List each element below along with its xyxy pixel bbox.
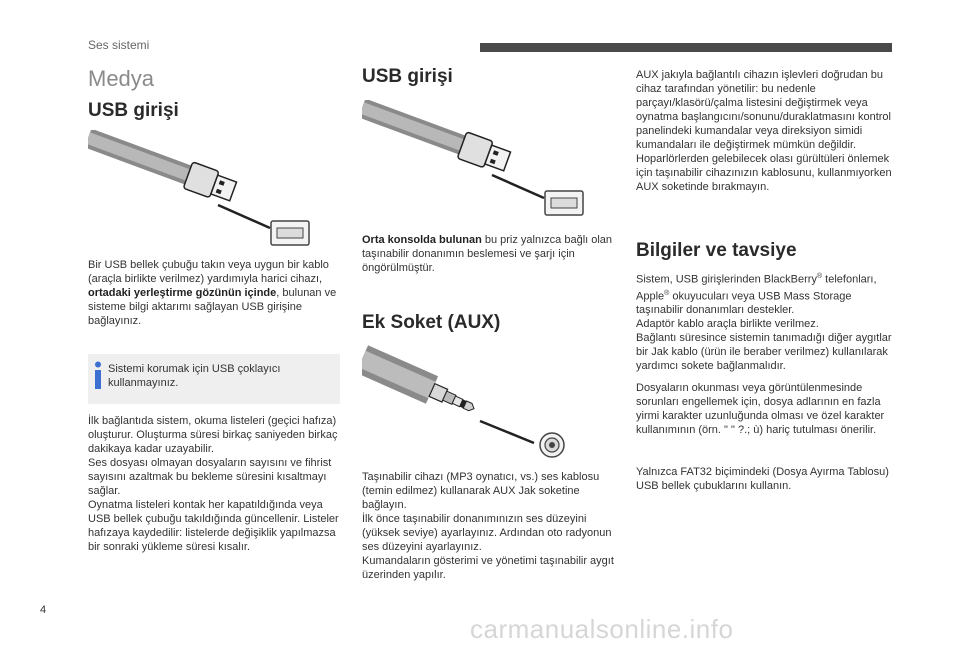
info-note-text: Sistemi korumak için USB çoklayıcı kullanmayınız. [108,363,281,389]
col1-p1-bold: ortadaki yerleştirme gözünün içinde [88,287,277,299]
info-icon [93,361,103,389]
col1-p1-text: Bir USB bellek çubuğu takın veya uygun bir kablo (araçla birlikte verilmez) yardımıyla harici cihazı, [88,259,329,285]
usb-plug-illustration-2 [362,100,587,220]
col2-heading-usb: USB girişi [362,66,453,87]
col3-p2-text-a: Sistem, USB girişlerinden BlackBerry [636,273,817,286]
col2-paragraph-2: Taşınabilir cihazı (MP3 oynatıcı, vs.) ses kablosu (temin edilmez) kullanarak AUX Jak soketine bağlayın. İlk önce taşınabilir donanımınızın ses düzeyini (yüksek seviye) ayarlayınız. Ardından oto radyonun ses düzeyini ayarlayınız. Kumandaların gösterimi ve yönetimi taşınabilir aygıt üzerinden yapılır. [362,471,614,581]
col3-paragraph-1: AUX jakıyla bağlantılı cihazın işlevleri doğrudan bu cihaz tarafından yönetilir: bu nedenle parçayı/klasörü/çalma listesini değiştirmek veya oynatma başlangıcını/sonunu/duraklatmasını kontrol panelindeki kumandalar veya direksiyon simidi kumandaları ile değiştirmek mümkün değildir. Hoparlörlerden gelebilecek olası gürültüleri önlemek için taşınabilir cihazınızın kablosunu, kullanmıyorken AUX soketinde bırakmayın. [636,69,892,193]
page-title: Medya [88,66,155,91]
col2-p1-bold: Orta konsolda bulunan [362,234,482,246]
watermark: carmanualsonline.info [470,614,734,644]
header-bar [480,43,892,52]
col2-heading-aux: Ek Soket (AUX) [362,312,501,333]
col1-paragraph-1 [88,258,340,328]
col2-p1-text: bu priz yalnızca bağlı olan taşınabilir donanımın beslemesi ve şarjı için öngörülmüştür. [362,234,613,274]
col3-p2-text-c: okuyucuları veya USB Mass Storage taşınabilir donanımları destekler. Adaptör kablo araçla birlikte verilmez. Bağlantı süresince sistemin tanımadığı diğer aygıtlar bir Jak kablo (ürün ile beraber verilmez) kullanılarak yardımcı sokete bağlanmalıdır. [636,290,892,373]
header-section-label: Ses sistemi [88,38,150,52]
col3-paragraph-2 [636,270,892,373]
col1-heading-usb: USB girişi [88,100,179,121]
col2-paragraph-1 [362,233,614,275]
col3-p2-text-b: telefonları, Apple [636,273,877,303]
usb-plug-illustration [88,130,313,250]
col1-p1-text-end: , bulunan ve sisteme bilgi aktarımı sağlayan USB girişine bağlayınız. [88,287,337,327]
page-number: 4 [40,604,47,616]
registered-mark: ® [664,289,670,297]
aux-jack-illustration [362,345,587,460]
col3-heading-tips: Bilgiler ve tavsiye [636,240,797,261]
info-note-box [88,354,340,404]
registered-mark: ® [816,273,823,280]
col3-paragraph-3: Dosyaların okunması veya görüntülenmesinde sorunları engellemek için, dosya adlarının en fazla yirmi karakter uzunluğunda olması ve özel karakter kullanımının (örn. " " ?.; ù) hariç tutulması önerilir. [636,382,885,436]
col1-paragraph-2: İlk bağlantıda sistem, okuma listeleri (geçici hafıza) oluşturur. Oluşturma süresi birkaç saniyeden birkaç dakikaya kadar uzayabilir. Ses dosyası olmayan dosyaların sayısını ve fihrist sayısını azaltmak bu bekleme süresini kısaltmayı sağlar. Oynatma listeleri kontak her kapatıldığında veya USB bellek çubuğu takıldığında güncellenir. Listeler hafızaya kaydedilir: listelerde değişiklik yapılmazsa bir sonraki yükleme süresi kısalır. [88,415,339,553]
col3-paragraph-4: Yalnızca FAT32 biçimindeki (Dosya Ayırma Tablosu) USB bellek çubuklarını kullanın. [636,466,889,492]
